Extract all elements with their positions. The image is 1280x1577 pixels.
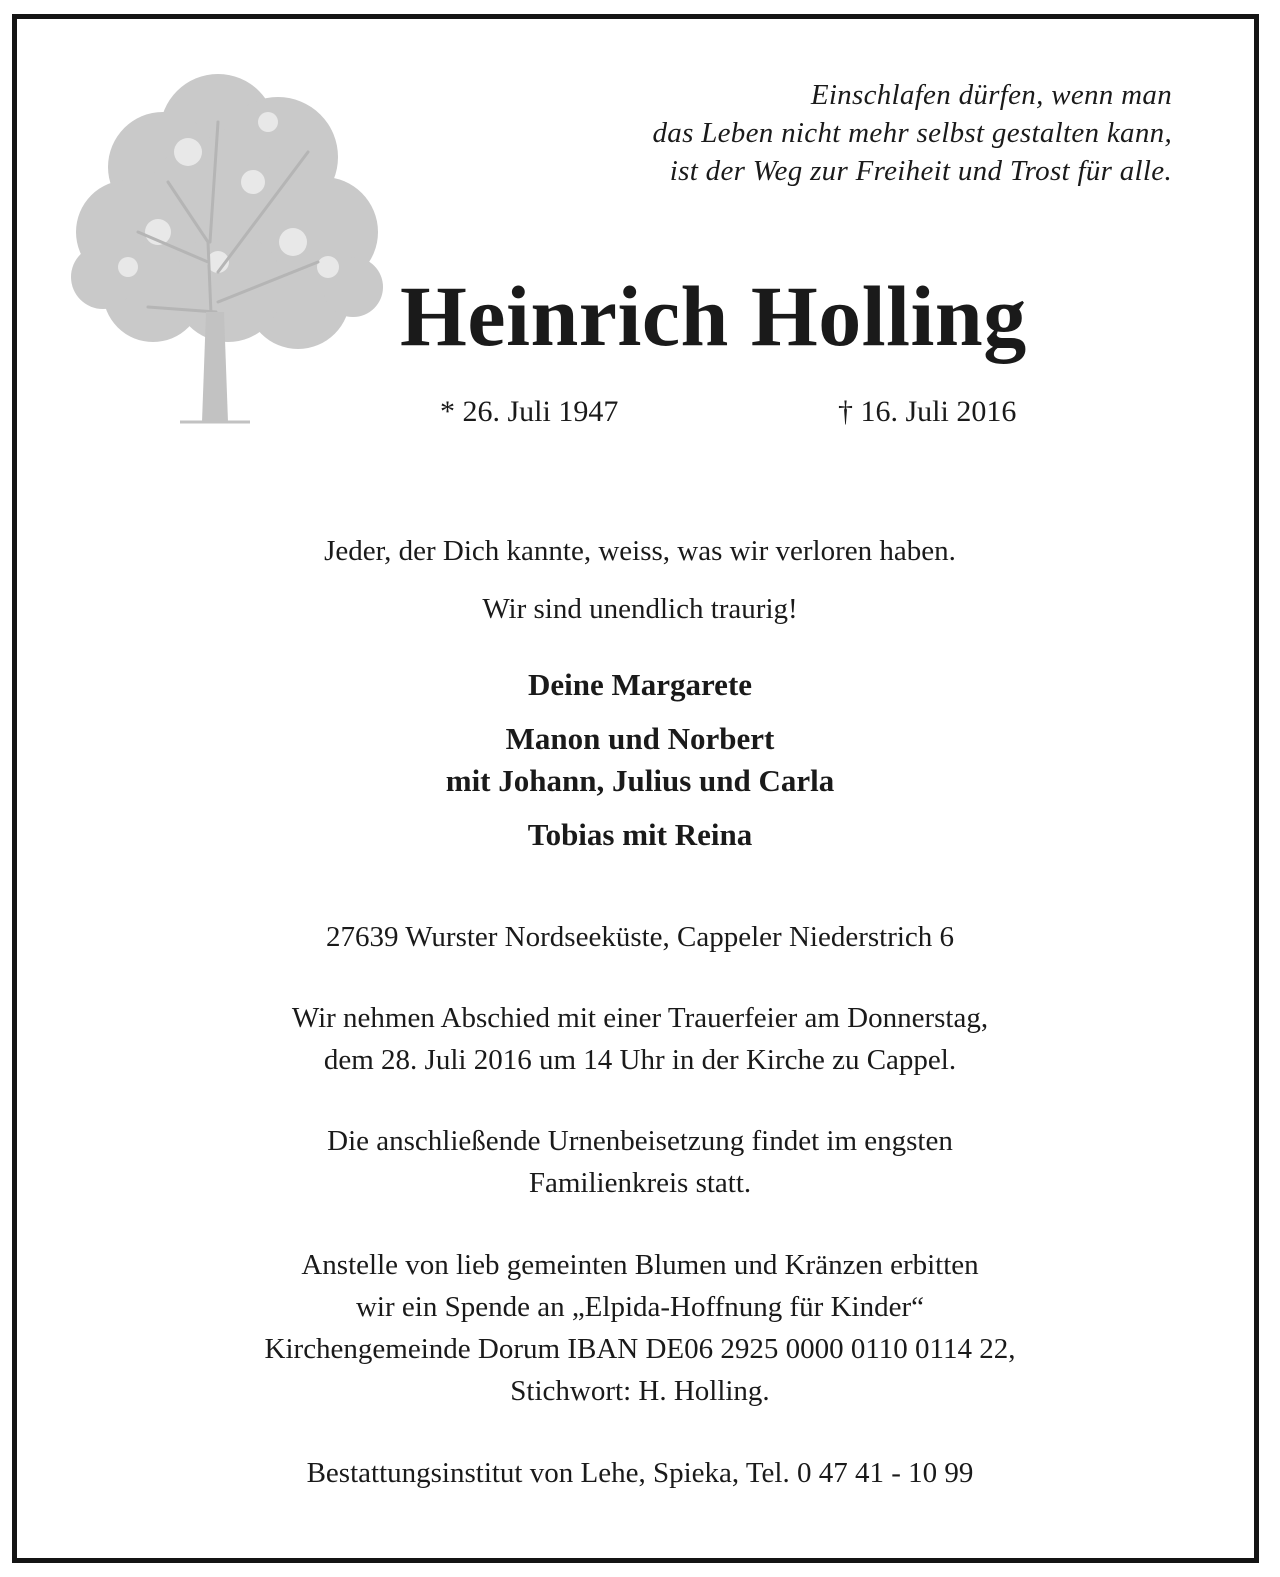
donation-line: Anstelle von lieb gemeinten Blumen und Kränzen erbitten bbox=[301, 1249, 979, 1281]
motto-line: ist der Weg zur Freiheit und Trost für alle. bbox=[669, 155, 1172, 187]
donation-line: wir ein Spende an „Elpida-Hoffnung für Kinder“ bbox=[355, 1291, 924, 1323]
quote-line: Wir sind unendlich traurig! bbox=[482, 593, 798, 625]
undertaker-line: Bestattungsinstitut von Lehe, Spieka, Tel. 0 47 41 - 10 99 bbox=[306, 1457, 974, 1489]
service-line: Wir nehmen Abschied mit einer Trauerfeier am Donnerstag, bbox=[291, 1002, 989, 1034]
mourner-name: Deine Margarete bbox=[527, 667, 753, 702]
service-line: dem 28. Juli 2016 um 14 Uhr in der Kirche zu Cappel. bbox=[323, 1044, 957, 1076]
burial-line: Familienkreis statt. bbox=[528, 1167, 752, 1199]
address-line: 27639 Wurster Nordseeküste, Cappeler Niederstrich 6 bbox=[325, 921, 955, 953]
deceased-name: Heinrich Holling bbox=[400, 268, 1027, 364]
quote-line: Jeder, der Dich kannte, weiss, was wir verloren haben. bbox=[324, 535, 956, 567]
motto-line: Einschlafen dürfen, wenn man bbox=[810, 79, 1172, 111]
tree-illustration bbox=[68, 62, 386, 424]
mourner-name: Manon und Norbert bbox=[505, 721, 775, 756]
mourner-name: mit Johann, Julius und Carla bbox=[445, 763, 835, 798]
motto-line: das Leben nicht mehr selbst gestalten kann, bbox=[652, 117, 1172, 149]
donation-line: Stichwort: H. Holling. bbox=[510, 1375, 770, 1407]
mourner-name: Tobias mit Reina bbox=[527, 817, 753, 852]
birth-date: * 26. Juli 1947 bbox=[440, 395, 619, 428]
death-date: † 16. Juli 2016 bbox=[838, 395, 1017, 428]
donation-line: Kirchengemeinde Dorum IBAN DE06 2925 0000 0110 0114 22, bbox=[264, 1333, 1016, 1365]
burial-line: Die anschließende Urnenbeisetzung findet im engsten bbox=[327, 1125, 953, 1157]
motto-verse bbox=[652, 76, 1172, 190]
